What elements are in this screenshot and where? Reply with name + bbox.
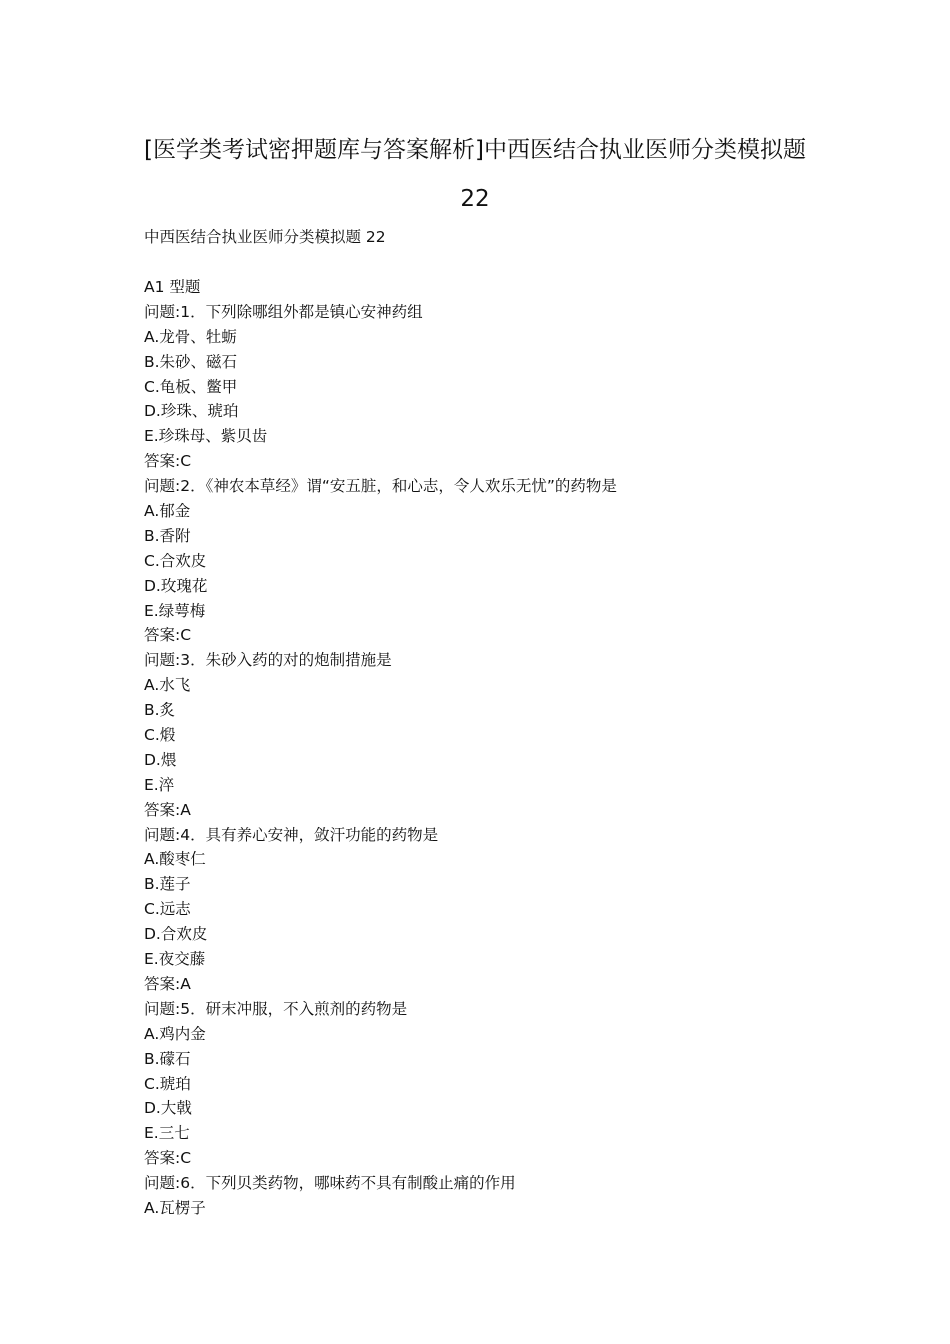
answer-key: 答案:A [144,800,191,819]
answer-option: B.礞石 [144,1049,191,1068]
answer-option: E.夜交藤 [144,950,206,969]
answer-option: E.三七 [144,1124,190,1143]
answer-option: D.煨 [144,750,177,769]
answer-option: C.远志 [144,900,191,919]
answer-option: B.莲子 [144,875,191,894]
answer-option: C.琥珀 [144,1074,191,1093]
answer-option: C.合欢皮 [144,551,207,570]
answer-option: E.绿萼梅 [144,601,206,620]
answer-option: C.龟板、鳖甲 [144,377,238,396]
answer-option: D.玫瑰花 [144,576,208,595]
answer-option: D.大戟 [144,1099,192,1118]
answer-option: A.鸡内金 [144,1024,206,1043]
answer-option: B.香附 [144,526,191,545]
question-text: 问题:3．朱砂入药的对的炮制措施是 [144,651,392,670]
question-text: 问题:1．下列除哪组外都是镇心安神药组 [144,302,423,321]
answer-key: 答案:C [144,1149,192,1168]
question-text: 问题:4．具有养心安神，敛汗功能的药物是 [144,825,439,844]
answer-key: 答案:C [144,626,192,645]
section-heading: A1 型题 [144,278,201,296]
answer-option: A.郁金 [144,502,191,521]
answer-option: B.朱砂、磁石 [144,352,238,371]
answer-option: A.水飞 [144,676,191,695]
answer-option: A.酸枣仁 [144,850,206,869]
answer-option: E.淬 [144,775,175,794]
answer-option: A.龙骨、牡蛎 [144,327,237,346]
question-text: 问题:2．《神农本草经》谓“安五脏，和心志，令人欢乐无忧”的药物是 [144,477,617,496]
document-title-number: 22 [460,186,490,212]
document-title: [医学类考试密押题库与答案解析]中西医结合执业医师分类模拟题 [144,137,806,163]
answer-option: D.珍珠、琥珀 [144,402,239,421]
question-text: 问题:6．下列贝类药物，哪味药不具有制酸止痛的作用 [144,1174,516,1193]
answer-option: C.煅 [144,726,176,745]
answer-key: 答案:C [144,452,192,471]
answer-option: D.合欢皮 [144,925,208,944]
answer-option: E.珍珠母、紫贝齿 [144,427,268,446]
answer-key: 答案:A [144,974,191,993]
answer-option: B.炙 [144,701,176,720]
question-list [144,275,844,1221]
document-subtitle: 中西医结合执业医师分类模拟题 22 [144,228,386,246]
question-text: 问题:5．研末冲服，不入煎剂的药物是 [144,999,408,1018]
answer-option: A.瓦楞子 [144,1198,206,1217]
